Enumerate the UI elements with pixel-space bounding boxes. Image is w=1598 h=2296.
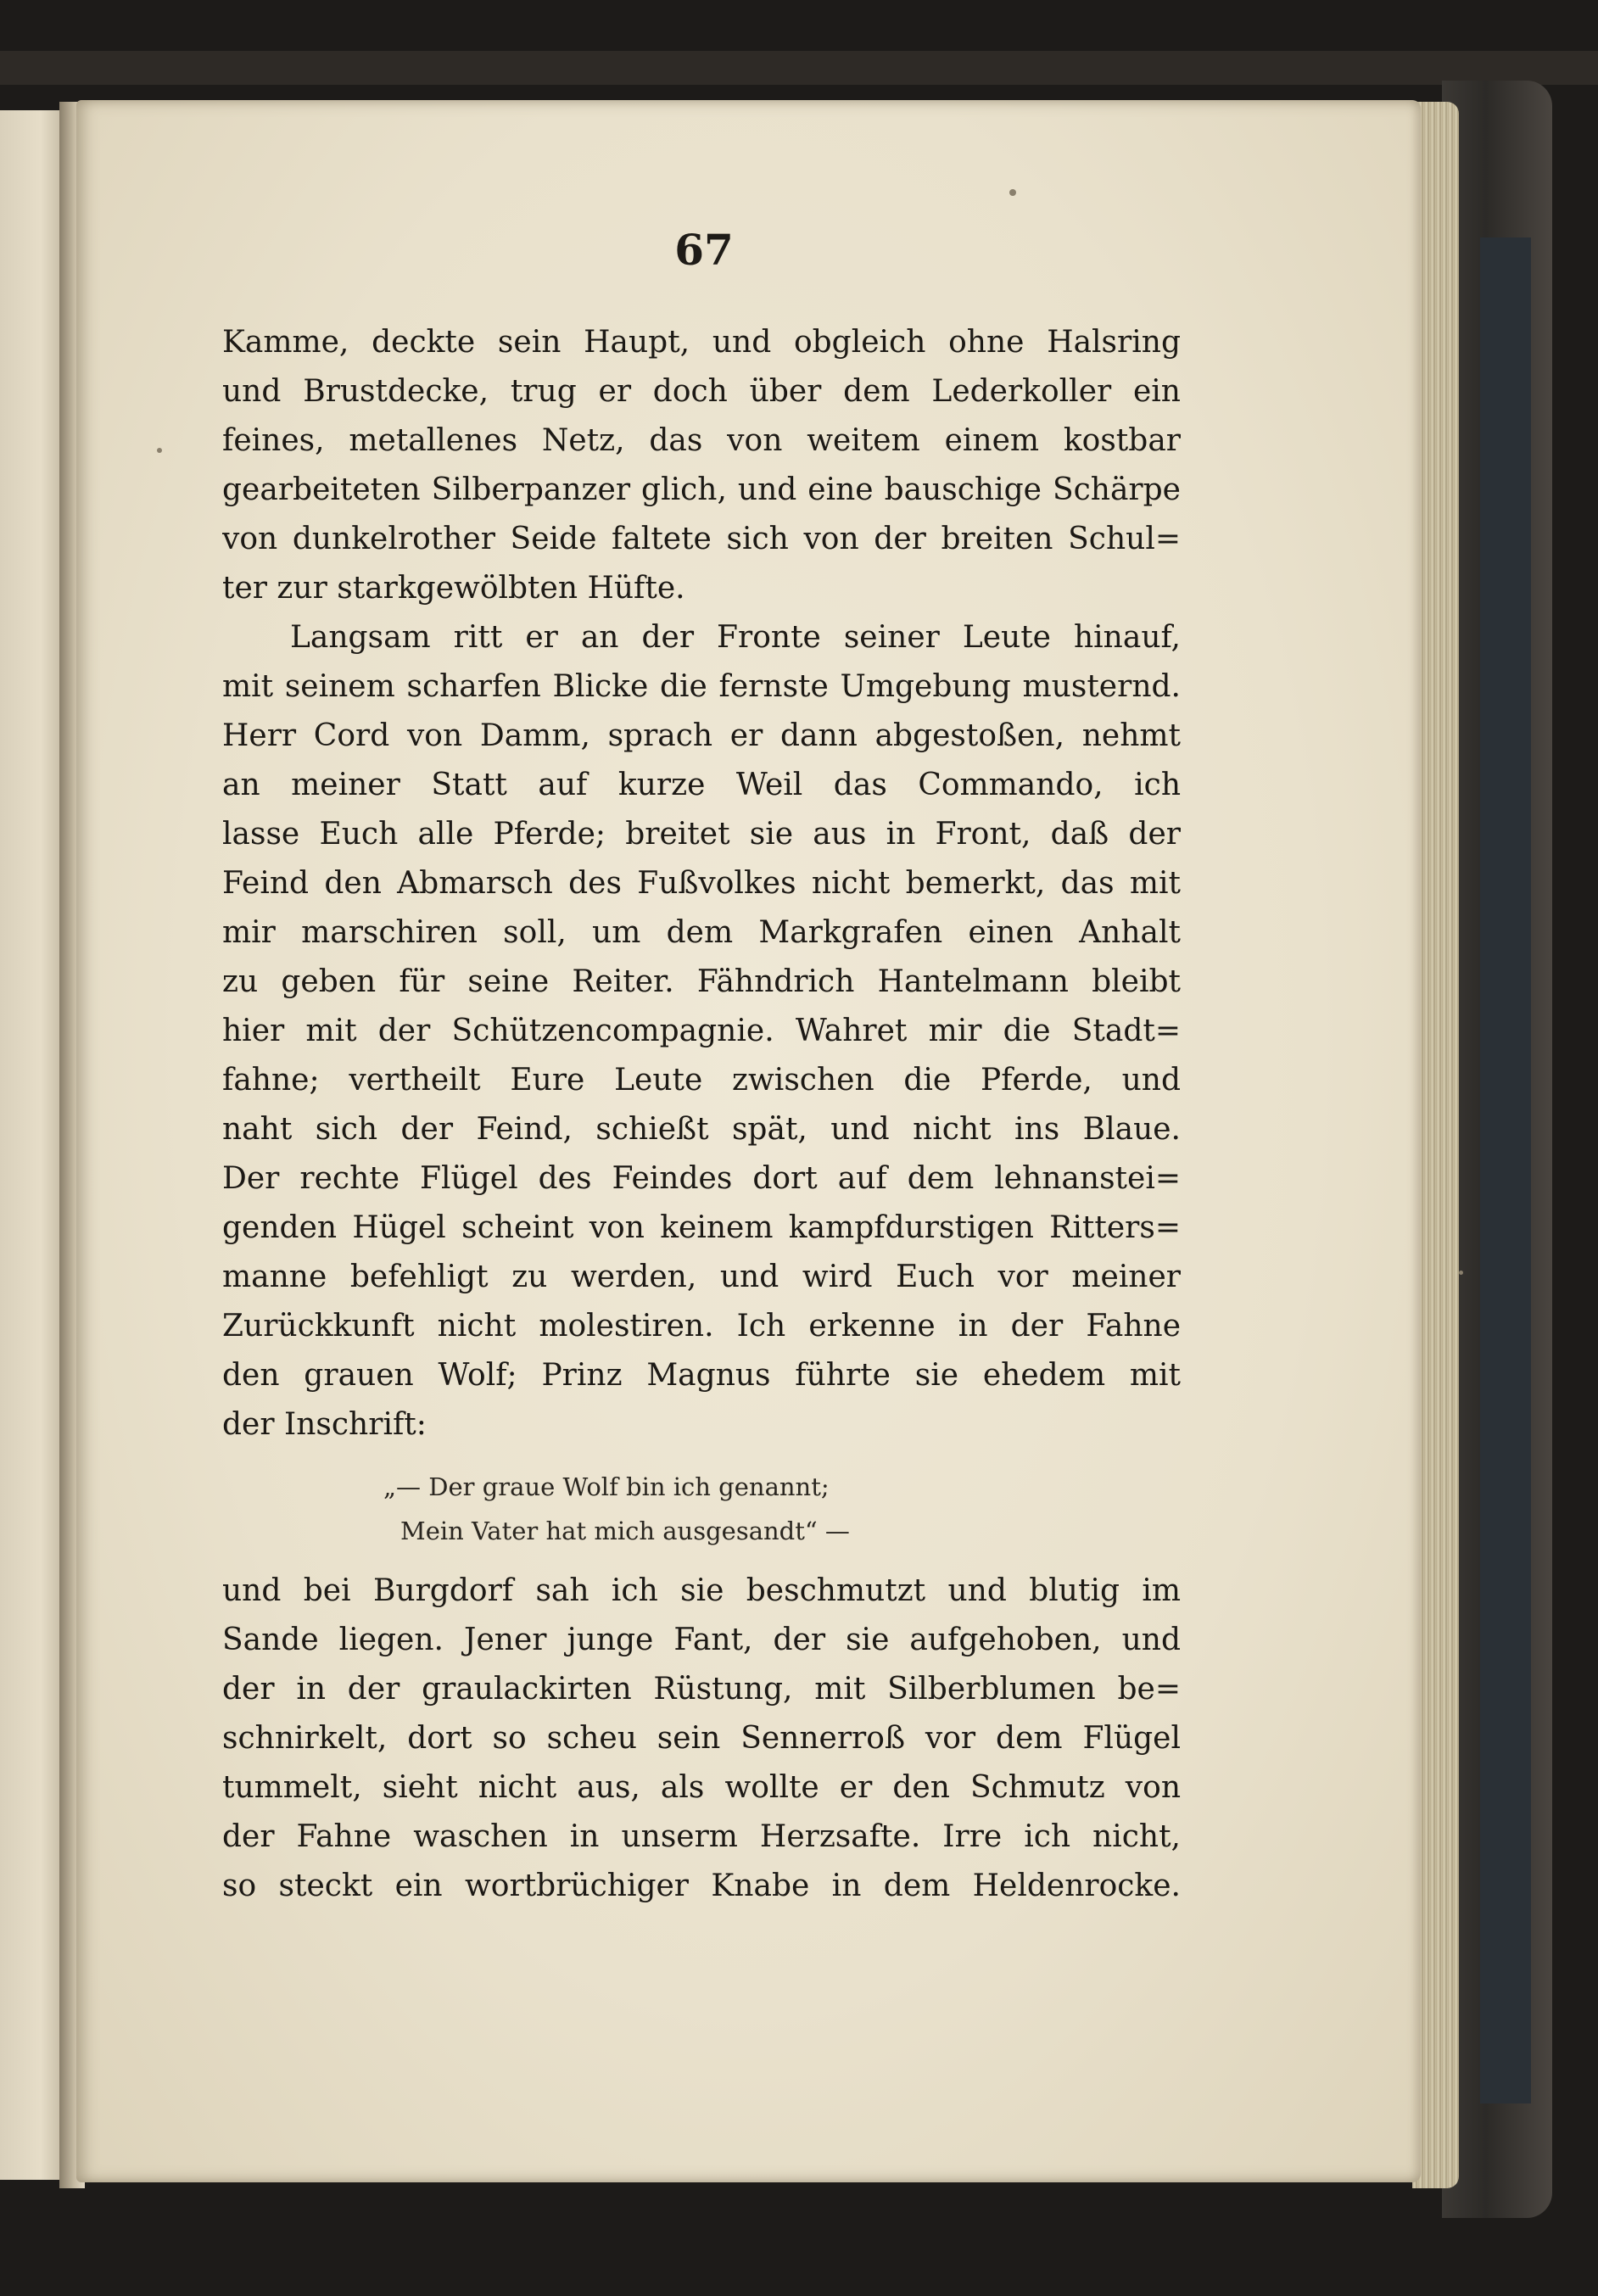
paper-speck bbox=[1459, 1271, 1463, 1275]
left-page-edge bbox=[0, 110, 68, 2180]
book-cover-spine-edge bbox=[1480, 237, 1531, 2103]
text-line: der in der graulackirten Rüstung, mit Silberblumen be= bbox=[222, 1672, 1181, 1707]
text-line: genden Hügel scheint von keinem kampfdurstigen Ritters= bbox=[222, 1210, 1181, 1245]
text-line: der Inschrift: bbox=[222, 1407, 427, 1442]
text-line: lasse Euch alle Pferde; breitet sie aus in Front, daß der bbox=[222, 817, 1181, 852]
text-line: Sande liegen. Jener junge Fant, der sie aufgehoben, und bbox=[222, 1623, 1181, 1657]
text-line: und bei Burgdorf sah ich sie beschmutzt und blutig im bbox=[222, 1573, 1181, 1608]
text-line: zu geben für seine Reiter. Fähndrich Hantelmann bleibt bbox=[222, 964, 1181, 999]
text-line: Herr Cord von Damm, sprach er dann abgestoßen, nehmt bbox=[222, 718, 1181, 753]
page-number: 67 bbox=[674, 225, 734, 275]
text-line: hier mit der Schützencompagnie. Wahret mir die Stadt= bbox=[222, 1014, 1181, 1048]
text-line: fahne; vertheilt Eure Leute zwischen die Pferde, und bbox=[222, 1063, 1181, 1098]
book-cover-top bbox=[0, 51, 1598, 85]
text-line: manne befehligt zu werden, und wird Euch vor meiner bbox=[222, 1260, 1181, 1294]
text-line: und Brustdecke, trug er doch über dem Lederkoller ein bbox=[222, 374, 1181, 409]
text-line: den grauen Wolf; Prinz Magnus führte sie ehedem mit bbox=[222, 1358, 1181, 1393]
text-line: mit seinem scharfen Blicke die fernste Umgebung musternd. bbox=[222, 669, 1181, 704]
paper-speck bbox=[157, 448, 162, 453]
text-line: mir marschiren soll, um dem Markgrafen einen Anhalt bbox=[222, 915, 1181, 950]
text-line: feines, metallenes Netz, das von weitem einem kostbar bbox=[222, 423, 1181, 458]
text-line: so steckt ein wortbrüchiger Knabe in dem Heldenrocke. bbox=[222, 1869, 1181, 1903]
text-line: tummelt, sieht nicht aus, als wollte er den Schmutz von bbox=[222, 1770, 1181, 1805]
text-line: der Fahne waschen in unserm Herzsafte. Irre ich nicht, bbox=[222, 1819, 1181, 1854]
text-line: Der rechte Flügel des Feindes dort auf dem lehnanstei= bbox=[222, 1161, 1181, 1196]
text-line: ter zur starkgewölbten Hüfte. bbox=[222, 571, 685, 606]
text-line: naht sich der Feind, schießt spät, und nicht ins Blaue. bbox=[222, 1112, 1181, 1147]
text-line: gearbeiteten Silberpanzer glich, und eine bauschige Schärpe bbox=[222, 472, 1181, 507]
text-line: Feind den Abmarsch des Fußvolkes nicht bemerkt, das mit bbox=[222, 866, 1181, 901]
text-line: an meiner Statt auf kurze Weil das Commando, ich bbox=[222, 768, 1181, 802]
verse-line: Mein Vater hat mich ausgesandt“ — bbox=[400, 1517, 850, 1545]
text-line: von dunkelrother Seide faltete sich von der breiten Schul= bbox=[222, 522, 1181, 556]
verse-line: „— Der graue Wolf bin ich genannt; bbox=[383, 1472, 830, 1501]
paper-speck bbox=[1009, 189, 1016, 196]
page-body bbox=[222, 318, 1181, 1911]
text-line: schnirkelt, dort so scheu sein Sennerroß vor dem Flügel bbox=[222, 1721, 1181, 1756]
paragraph-start-line: Langsam ritt er an der Fronte seiner Leute hinauf, bbox=[290, 620, 1181, 655]
text-line: Zurückkunft nicht molestiren. Ich erkenne in der Fahne bbox=[222, 1309, 1181, 1344]
text-line: Kamme, deckte sein Haupt, und obgleich ohne Halsring bbox=[222, 325, 1181, 360]
